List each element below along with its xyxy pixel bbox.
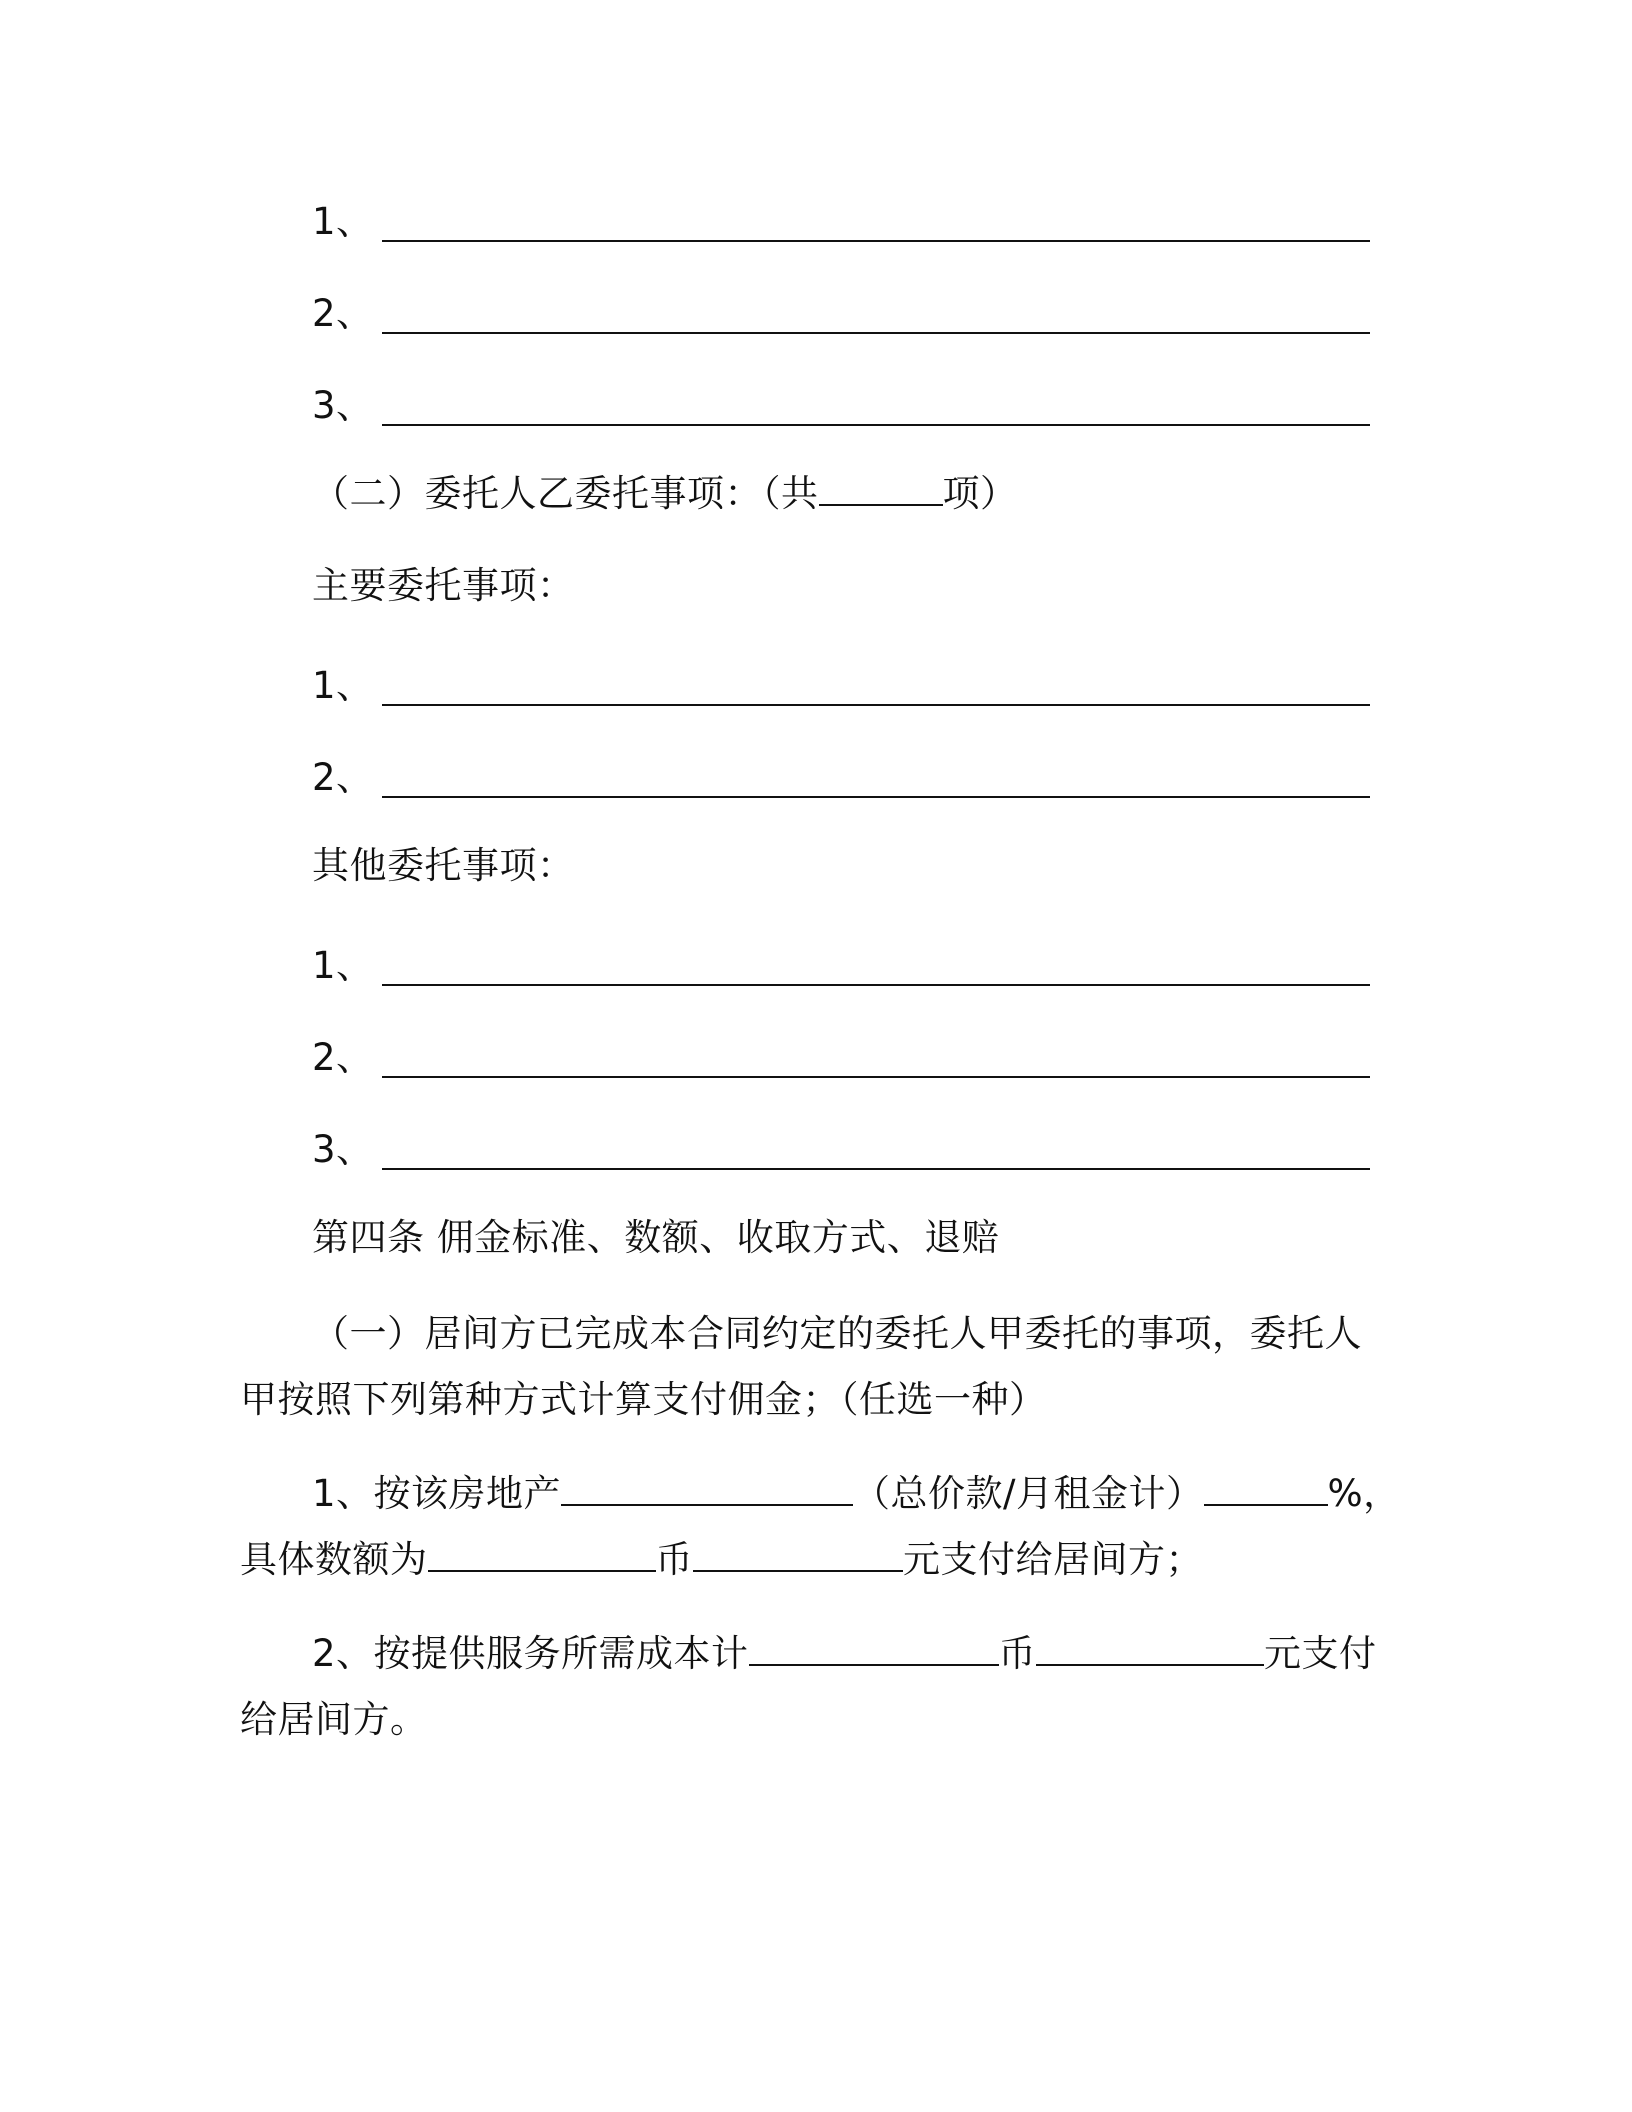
fill-in-blank[interactable] [749, 1634, 999, 1666]
fill-in-blank[interactable] [1036, 1634, 1264, 1666]
fill-in-blank[interactable] [382, 1168, 1370, 1170]
fill-in-blank[interactable] [1204, 1474, 1328, 1506]
fill-in-blank[interactable] [382, 796, 1370, 798]
list-item [312, 944, 1370, 988]
section-heading [312, 472, 1018, 516]
fill-in-blank[interactable] [382, 424, 1370, 426]
option-text: 币 [998, 1632, 1037, 1675]
option-1-line-2 [240, 1538, 1203, 1582]
fill-in-blank[interactable] [561, 1474, 853, 1506]
option-2-line-2: 给居间方。 [240, 1698, 428, 1741]
list-item [312, 384, 1370, 428]
list-item [312, 200, 1370, 244]
heading-text-pre: （二）委托人乙委托事项：（共 [312, 472, 819, 515]
count-blank[interactable] [819, 474, 943, 506]
list-item [312, 1036, 1370, 1080]
item-number: 3、 [312, 384, 374, 427]
heading-text-post: 项） [942, 472, 1018, 515]
fill-in-blank[interactable] [382, 332, 1370, 334]
item-number: 1、 [312, 200, 374, 243]
other-matters-label: 其他委托事项： [312, 844, 575, 887]
option-2-line-1 [312, 1632, 1377, 1676]
option-text: 具体数额为 [240, 1538, 428, 1581]
option-text: 2、按提供服务所需成本计 [312, 1632, 749, 1675]
list-item [312, 292, 1370, 336]
fill-in-blank[interactable] [382, 1076, 1370, 1078]
item-number: 3、 [312, 1128, 374, 1171]
item-number: 1、 [312, 664, 374, 707]
fill-in-blank[interactable] [382, 704, 1370, 706]
option-text: 元支付给居间方； [903, 1538, 1203, 1581]
list-item [312, 756, 1370, 800]
item-number: 2、 [312, 1036, 374, 1079]
option-text: 币 [655, 1538, 693, 1581]
paragraph-line: （一）居间方已完成本合同约定的委托人甲委托的事项，委托人 [312, 1312, 1362, 1355]
main-matters-label: 主要委托事项： [312, 564, 575, 607]
fill-in-blank[interactable] [693, 1540, 903, 1572]
fill-in-blank[interactable] [382, 240, 1370, 242]
option-text: （总价款/月租金计） [853, 1472, 1204, 1515]
option-text: 1、按该房地产 [312, 1472, 562, 1515]
list-item [312, 664, 1370, 708]
paragraph-line: 甲按照下列第种方式计算支付佣金；（任选一种） [240, 1378, 1047, 1421]
list-item [312, 1128, 1370, 1172]
fill-in-blank[interactable] [382, 984, 1370, 986]
article-title: 第四条 佣金标准、数额、收取方式、退赔 [312, 1216, 1000, 1259]
option-1-line-1 [312, 1472, 1401, 1516]
option-text: %， [1327, 1472, 1401, 1515]
item-number: 2、 [312, 756, 374, 799]
fill-in-blank[interactable] [428, 1540, 656, 1572]
item-number: 1、 [312, 944, 374, 987]
option-text: 元支付 [1264, 1632, 1377, 1675]
item-number: 2、 [312, 292, 374, 335]
